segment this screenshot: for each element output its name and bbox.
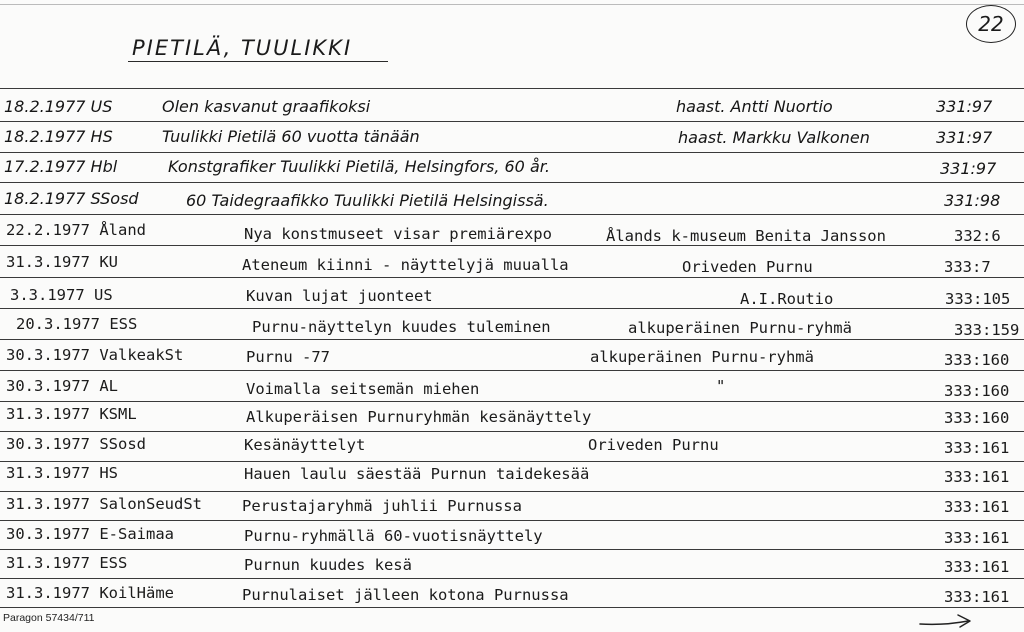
ruled-line: [0, 520, 1024, 521]
entry-title: 60 Taidegraafikko Tuulikki Pietilä Helsingissä.: [186, 191, 549, 210]
entry-ref: 333:159: [954, 321, 1020, 339]
continue-arrow-icon: [918, 612, 974, 630]
entry-title: Kesänäyttelyt: [244, 436, 366, 454]
entry-ref: 333:161: [944, 498, 1010, 516]
ruled-line: [0, 152, 1024, 153]
entry-title: Alkuperäisen Purnuryhmän kesänäyttely: [246, 408, 592, 426]
entry-ref: 333:160: [944, 409, 1010, 427]
ruled-line: [0, 214, 1024, 215]
entry-title: Ateneum kiinni - näyttelyjä muualla: [242, 256, 569, 274]
entry-date-source: 31.3.1977 KoilHäme: [6, 584, 174, 602]
entry-title: Purnu-näyttelyn kuudes tuleminen: [252, 318, 551, 336]
entry-title: Purnu-ryhmällä 60-vuotisnäyttely: [244, 527, 543, 545]
entry-date-source: 30.3.1977 ValkeakSt: [6, 346, 184, 364]
entry-ref: 331:97: [936, 128, 993, 147]
card-number-circle: 22: [966, 5, 1016, 43]
entry-date-source: 17.2.1977 Hbl: [4, 157, 118, 176]
ruled-line: [0, 578, 1024, 579]
entry-title: Tuulikki Pietilä 60 vuotta tänään: [162, 127, 420, 146]
entry-ref: 333:161: [944, 529, 1010, 547]
entry-ref: 333:105: [945, 290, 1011, 308]
ruled-line: [0, 339, 1024, 340]
ruled-line: [0, 121, 1024, 122]
entry-title: Kuvan lujat juonteet: [246, 287, 433, 305]
entry-ref: 333:161: [944, 468, 1010, 486]
ruled-line: [0, 308, 1024, 309]
ruled-line: [0, 401, 1024, 402]
entry-title: Voimalla seitsemän miehen: [246, 380, 480, 398]
entry-date-source: 31.3.1977 KSML: [6, 405, 137, 423]
entry-date-source: 20.3.1977 ESS: [16, 315, 138, 333]
entry-date-source: 30.3.1977 E-Saimaa: [6, 525, 174, 543]
entry-title: Purnu -77: [246, 348, 330, 366]
entry-title: Nya konstmuseet visar premiärexpo: [244, 225, 552, 243]
ruled-line: [0, 277, 1024, 278]
entry-date-source: 31.3.1977 SalonSeudSt: [6, 495, 202, 513]
ruled-line: [0, 607, 1024, 608]
entry-note: haast. Markku Valkonen: [678, 128, 870, 147]
entry-date-source: 18.2.1977 HS: [4, 127, 113, 146]
entry-title: Olen kasvanut graafikoksi: [162, 97, 371, 116]
entry-note: Oriveden Purnu: [588, 436, 719, 454]
entry-title: Perustajaryhmä juhlii Purnussa: [242, 497, 522, 515]
name-underline: [128, 61, 388, 62]
ruled-line: [0, 182, 1024, 183]
ruled-line: [0, 431, 1024, 432]
entry-date-source: 3.3.1977 US: [10, 286, 113, 304]
entry-ref: 332:6: [954, 227, 1001, 245]
entry-ref: 333:160: [944, 351, 1010, 369]
entry-title: Purnulaiset jälleen kotona Purnussa: [242, 586, 569, 604]
ruled-line: [0, 491, 1024, 492]
ruled-line: [0, 461, 1024, 462]
entry-ref: 333:161: [944, 588, 1010, 606]
entry-title: Konstgrafiker Tuulikki Pietilä, Helsingfors, 60 år.: [168, 157, 550, 176]
entry-note: alkuperäinen Purnu-ryhmä: [628, 319, 852, 337]
entry-date-source: 31.3.1977 ESS: [6, 554, 128, 572]
entry-ref: 333:160: [944, 382, 1010, 400]
entry-date-source: 31.3.1977 KU: [6, 253, 119, 271]
entry-ref: 333:7: [944, 258, 991, 276]
entry-note: haast. Antti Nuortio: [676, 97, 833, 116]
entry-date-source: 30.3.1977 AL: [6, 377, 119, 395]
entry-ref: 331:97: [940, 159, 997, 178]
entry-date-source: 31.3.1977 HS: [6, 464, 119, 482]
entry-ref: 333:161: [944, 439, 1010, 457]
card-imprint: Paragon 57434/711: [3, 612, 95, 624]
ruled-line: [0, 370, 1024, 371]
ruled-line: [0, 88, 1024, 89]
entry-ref: 333:161: [944, 558, 1010, 576]
entry-note-ditto: ": [716, 377, 726, 395]
subject-name: PIETILÄ, TUULIKKI: [132, 36, 353, 60]
card-top-edge: [0, 4, 1024, 5]
entry-ref: 331:98: [944, 191, 1001, 210]
entry-note: Oriveden Purnu: [682, 258, 813, 276]
entry-date-source: 22.2.1977 Åland: [6, 221, 147, 239]
entry-date-source: 18.2.1977 US: [4, 97, 113, 116]
entry-date-source: 30.3.1977 SSosd: [6, 435, 147, 453]
entry-note: A.I.Routio: [740, 290, 834, 308]
entry-note: Ålands k-museum Benita Jansson: [606, 227, 886, 245]
ruled-line: [0, 549, 1024, 550]
entry-ref: 331:97: [936, 97, 993, 116]
entry-title: Purnun kuudes kesä: [244, 556, 412, 574]
entry-date-source: 18.2.1977 SSosd: [4, 189, 139, 208]
entry-note: alkuperäinen Purnu-ryhmä: [590, 348, 814, 366]
entry-title: Hauen laulu säestää Purnun taidekesää: [244, 465, 590, 483]
